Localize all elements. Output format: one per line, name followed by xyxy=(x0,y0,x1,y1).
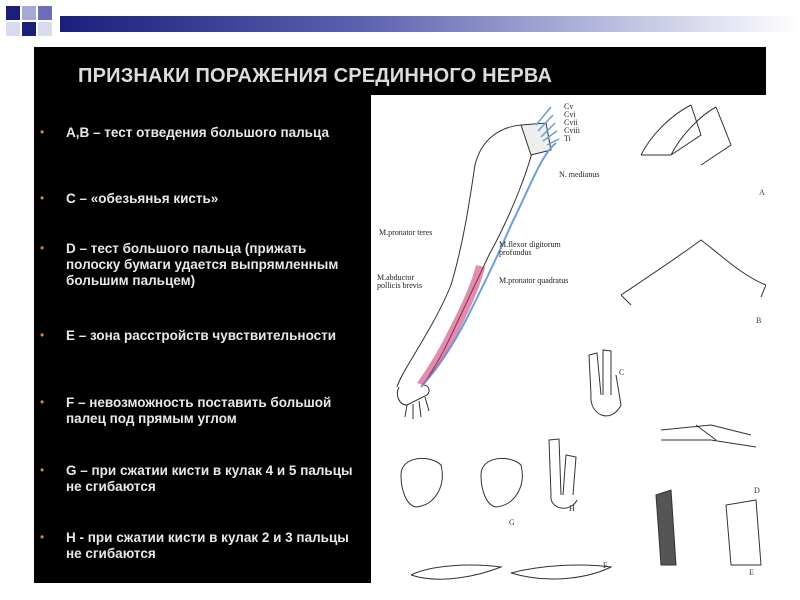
muscle-label: M.flexor digitorum xyxy=(499,240,561,249)
arm-anatomy-drawing xyxy=(397,123,551,419)
deco-square xyxy=(38,6,52,20)
muscle-label: pollicis brevis xyxy=(377,281,423,290)
muscle-highlight xyxy=(417,265,485,385)
root-label: Cvi xyxy=(564,110,576,119)
hand-sketch-g xyxy=(401,458,522,507)
hand-sketch-f xyxy=(411,565,611,579)
bullet-icon: • xyxy=(40,530,45,544)
deco-square xyxy=(6,6,20,20)
slide-title: ПРИЗНАКИ ПОРАЖЕНИЯ СРЕДИННОГО НЕРВА xyxy=(78,65,553,87)
bullet-icon: • xyxy=(40,125,45,139)
illustration-svg xyxy=(371,95,766,583)
panel-letter-h: H xyxy=(569,504,575,513)
panel-letter-g: G xyxy=(509,518,515,527)
bullet-icon: • xyxy=(40,395,45,409)
hand-sketch-d xyxy=(661,425,756,447)
muscle-label: M.pronator teres xyxy=(379,228,433,237)
muscle-label: M.abductor xyxy=(377,273,415,282)
list-item-text: D – тест большого пальца (прижать полоску бумаги удается выпрямленным большим пальцем) xyxy=(66,241,339,288)
bullet-icon: • xyxy=(40,328,45,342)
panel-letter-b: B xyxy=(756,316,762,325)
nerve-label: N. medianus xyxy=(559,170,600,179)
bullet-icon: • xyxy=(40,241,45,255)
deco-square xyxy=(38,22,52,36)
hand-sketch-a xyxy=(641,105,731,165)
root-label: Cvii xyxy=(564,118,578,127)
panel-letter-f: F xyxy=(603,561,608,570)
root-label: Cviii xyxy=(564,126,581,135)
muscle-label: profundus xyxy=(499,248,532,257)
list-item-text: G – при сжатии кисти в кулак 4 и 5 пальцы не сгибаются xyxy=(66,463,353,494)
panel-letter-c: C xyxy=(619,368,625,377)
hand-sketch-b xyxy=(621,240,766,305)
panel-letter-d: D xyxy=(754,486,760,495)
deco-square xyxy=(22,6,36,20)
list-item-text: F – невозможность поставить большой палец под прямым углом xyxy=(66,395,332,426)
panel-letter-a: A xyxy=(759,188,765,197)
median-nerve-illustration xyxy=(371,95,766,583)
root-label: Cv xyxy=(564,102,574,111)
panel-letter-e: E xyxy=(749,568,754,577)
list-item-text: C – «обезьянья кисть» xyxy=(66,191,219,206)
muscle-label: M.pronator quadratus xyxy=(499,276,569,285)
hand-sketch-h xyxy=(549,439,577,508)
root-label: Ti xyxy=(564,134,571,143)
hand-sketch-c xyxy=(589,350,621,416)
bullet-icon: • xyxy=(40,191,45,205)
list-item-text: E – зона расстройств чувствительности xyxy=(66,328,337,343)
list-item-text: H - при сжатии кисти в кулак 2 и 3 пальцы не сгибаются xyxy=(66,530,349,561)
slide xyxy=(34,47,766,583)
list-item-text: A,B – тест отведения большого пальца xyxy=(66,125,329,140)
deco-square xyxy=(6,22,20,36)
deco-square xyxy=(22,22,36,36)
bullet-icon: • xyxy=(40,463,45,477)
hand-sketch-e xyxy=(656,490,761,565)
header-band xyxy=(60,16,800,32)
